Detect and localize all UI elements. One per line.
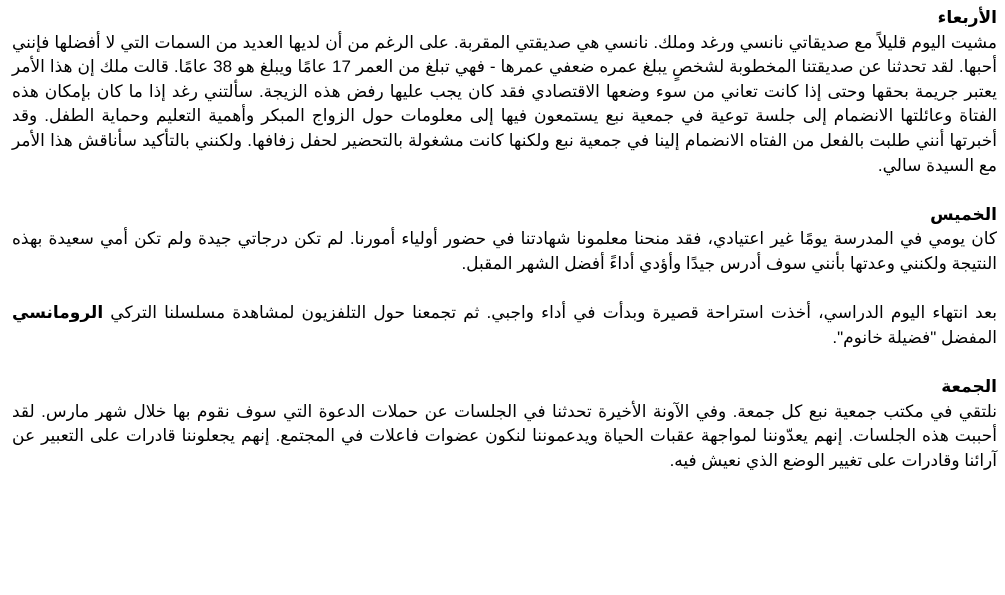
section-thursday — [12, 203, 997, 351]
section-friday — [12, 375, 997, 473]
paragraph-friday: نلتقي في مكتب جمعية نبع كل جمعة. وفي الآونة الأخيرة تحدثنا في الجلسات عن حملات الدعوة التي سوف نقوم بها خلال شهر مارس. لقد أحببت هذه الجلسات. إنهم يعدّوننا لمواجهة عقبات الحياة ويدعموننا لنكون عضوات فاعلات في المجتمع. إنهم يجعلوننا قادرات على التعبير عن آرائنا وقادرات على تغيير الوضع الذي نعيش فيه. — [12, 401, 997, 470]
spacer — [12, 350, 997, 375]
paragraph-thursday-2 — [12, 301, 997, 350]
paragraph-thursday-2-end: المفضل "فضيلة خانوم". — [832, 327, 997, 347]
paragraph-thursday-1: كان يومي في المدرسة يومًا غير اعتيادي، فقد منحنا معلمونا شهادتنا في حضور أولياء أمورنا. لم تكن درجاتي جيدة ولم تكن أمي سعيدة بهذه النتيجة ولكنني وعدتها بأنني سوف أدرس جيدًا وأؤدي أداءً أفضل الشهر المقبل. — [12, 229, 997, 273]
bold-word-romantic: الرومانسي — [12, 303, 104, 323]
paragraph-thursday-2-start: بعد انتهاء اليوم الدراسي، أخذت استراحة قصيرة وبدأت في أداء واجبي. ثم تجمعنا حول التلفزيون لمشاهدة مسلسلنا التركي — [103, 303, 997, 323]
diary-document — [12, 6, 997, 473]
heading-wednesday: الأربعاء — [937, 8, 997, 27]
section-wednesday — [12, 6, 997, 178]
heading-friday: الجمعة — [941, 376, 997, 396]
spacer — [12, 277, 997, 302]
spacer — [12, 178, 997, 203]
heading-thursday: الخميس — [930, 204, 997, 224]
paragraph-wednesday: مشيت اليوم قليلاً مع صديقاتي نانسي ورغد وملك. نانسي هي صديقتي المقربة. على الرغم من أن لديها العديد من السمات التي لا أفضلها فإنني أحبها. لقد تحدثنا عن صديقتنا المخطوبة لشخصٍ يبلغ عمره ضعفي عمرها - فهي تبلغ من العمر 17 عامًا ويبلغ هو 38 عامًا. قالت ملك إن هذا الأمر يعتبر جريمة بحقها وحتى إذا كانت تعاني من سوء وضعها الاقتصادي فقد كان يجب عليها رفض هذه الزيجة. سألتني رغد إذا ما كان بإمكان هذه الفتاة وعائلتها الانضمام إلى جلسة توعية في جمعية نبع يستمعون فيها إلى معلومات حول الزواج المبكر وأهمية التعليم وحماية الطفل. وقد أخبرتها أنني طلبت بالفعل من الفتاه الانضمام إلينا في جمعية نبع ولكنها كانت مشغولة بالتحضير لحفل زفافها. ولكنني بالتأكيد سأناقش هذا الأمر مع السيدة سالي. — [12, 32, 997, 175]
